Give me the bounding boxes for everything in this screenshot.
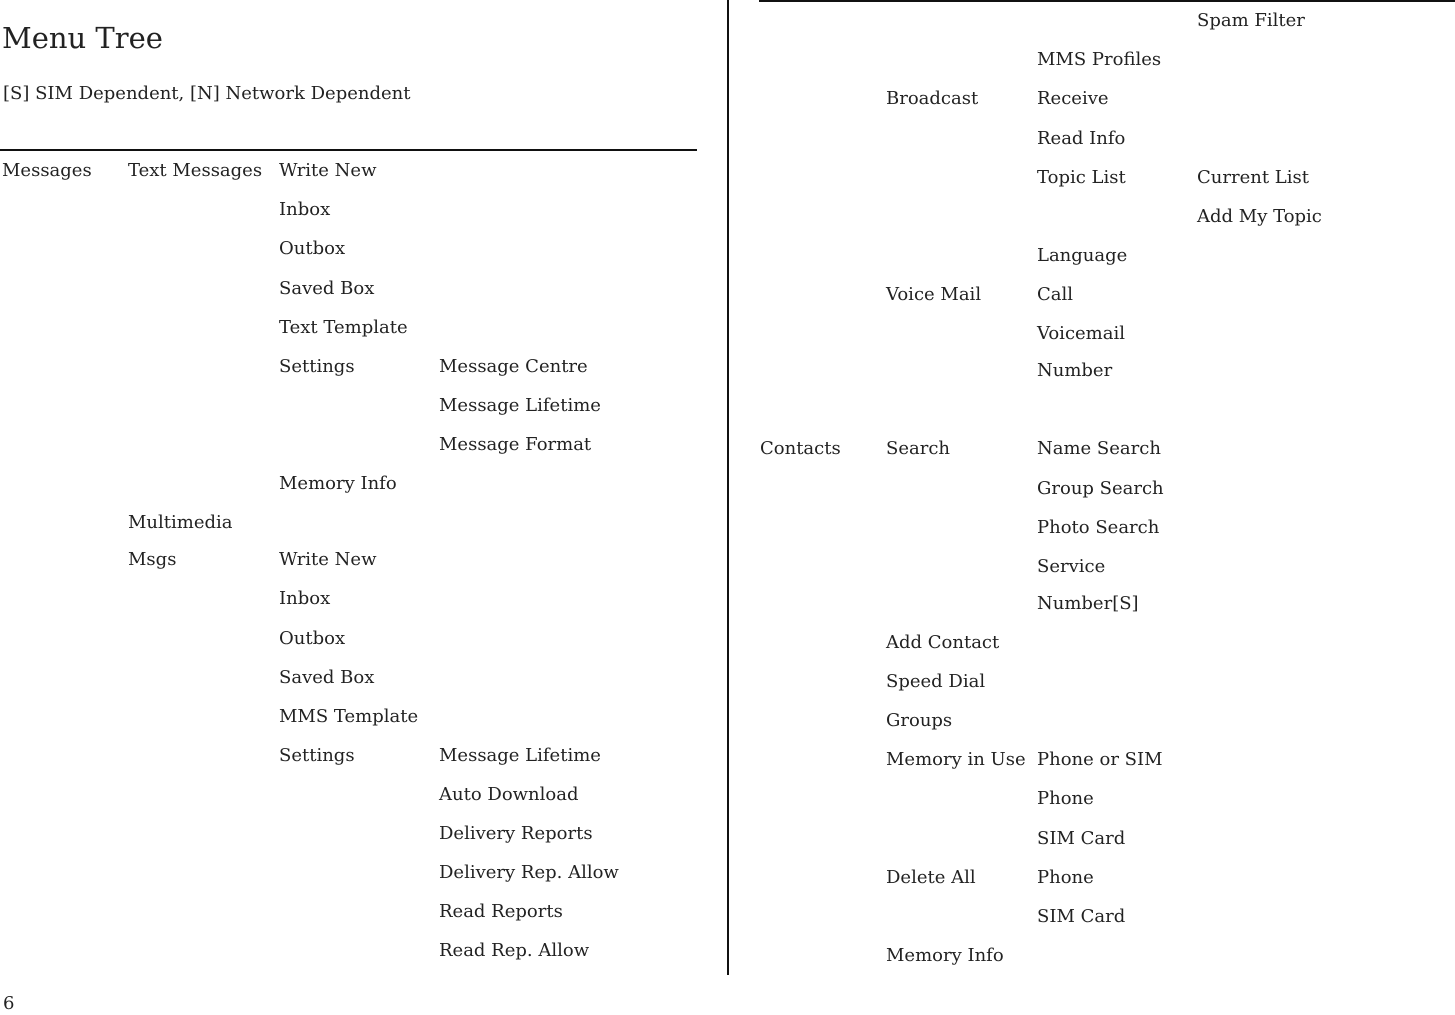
menu-level2-item: Delete All <box>886 867 976 888</box>
menu-level3-item: Name Search <box>1037 438 1161 459</box>
menu-level3-item: Phone <box>1037 867 1094 888</box>
menu-level3-item: Read Info <box>1037 128 1126 149</box>
menu-level3-item: Write New <box>279 160 377 181</box>
menu-level3-item: Service <box>1037 556 1106 577</box>
menu-level4-item: Message Lifetime <box>439 395 601 416</box>
menu-level2-item: Speed Dial <box>886 671 986 692</box>
menu-level2-item: Memory in Use <box>886 749 1026 770</box>
column-divider <box>727 0 729 975</box>
menu-level2-item: Voice Mail <box>886 284 982 305</box>
menu-level3-item: Outbox <box>279 628 346 649</box>
menu-level2-item: Memory Info <box>886 945 1004 966</box>
menu-level3-item: Group Search <box>1037 478 1164 499</box>
menu-level4-item: Read Reports <box>439 901 563 922</box>
menu-level4-item: Message Format <box>439 434 592 455</box>
menu-level3-item: Topic List <box>1037 167 1126 188</box>
menu-level3-item: Settings <box>279 356 355 377</box>
left-header-rule <box>0 149 697 151</box>
menu-level4-item: Delivery Reports <box>439 823 593 844</box>
menu-level3-item: Photo Search <box>1037 517 1160 538</box>
menu-level3-item: SIM Card <box>1037 828 1126 849</box>
legend-note: [S] SIM Dependent, [N] Network Dependent <box>3 83 411 104</box>
page-number: 6 <box>3 993 15 1014</box>
menu-level3-item: Write New <box>279 549 377 570</box>
menu-level3-item: Inbox <box>279 588 331 609</box>
menu-level3-item: Inbox <box>279 199 331 220</box>
menu-level3-item: Call <box>1037 284 1074 305</box>
menu-level4-item: Current List <box>1197 167 1309 188</box>
right-header-rule <box>759 0 1455 2</box>
menu-level2-item: Msgs <box>128 549 177 570</box>
menu-level3-item: Number <box>1037 360 1113 381</box>
menu-level2-item: Multimedia <box>128 512 233 533</box>
page-title: Menu Tree <box>2 21 163 55</box>
menu-level3-item: Phone <box>1037 788 1094 809</box>
menu-level3-item: Number[S] <box>1037 593 1139 614</box>
menu-level4-item: Read Rep. Allow <box>439 940 590 961</box>
menu-level4-item: Spam Filter <box>1197 10 1305 31</box>
menu-level2-item: Text Messages <box>128 160 263 181</box>
menu-level3-item: Saved Box <box>279 278 375 299</box>
menu-level4-item: Message Lifetime <box>439 745 601 766</box>
menu-level1-item: Contacts <box>760 438 841 459</box>
menu-level3-item: Memory Info <box>279 473 397 494</box>
menu-level3-item: Outbox <box>279 238 346 259</box>
menu-level3-item: Language <box>1037 245 1128 266</box>
menu-level2-item: Broadcast <box>886 88 979 109</box>
menu-level1-item: Messages <box>2 160 92 181</box>
menu-level4-item: Delivery Rep. Allow <box>439 862 619 883</box>
menu-level3-item: Voicemail <box>1037 323 1125 344</box>
menu-level3-item: MMS Template <box>279 706 419 727</box>
menu-level3-item: Receive <box>1037 88 1109 109</box>
menu-level4-item: Message Centre <box>439 356 588 377</box>
menu-level4-item: Auto Download <box>439 784 579 805</box>
menu-level3-item: Phone or SIM <box>1037 749 1163 770</box>
menu-level3-item: Settings <box>279 745 355 766</box>
menu-level2-item: Add Contact <box>886 632 1000 653</box>
menu-level4-item: Add My Topic <box>1197 206 1322 227</box>
menu-level3-item: MMS Profiles <box>1037 49 1162 70</box>
menu-level3-item: Text Template <box>279 317 408 338</box>
menu-level2-item: Groups <box>886 710 953 731</box>
menu-level3-item: Saved Box <box>279 667 375 688</box>
menu-level2-item: Search <box>886 438 950 459</box>
menu-level3-item: SIM Card <box>1037 906 1126 927</box>
